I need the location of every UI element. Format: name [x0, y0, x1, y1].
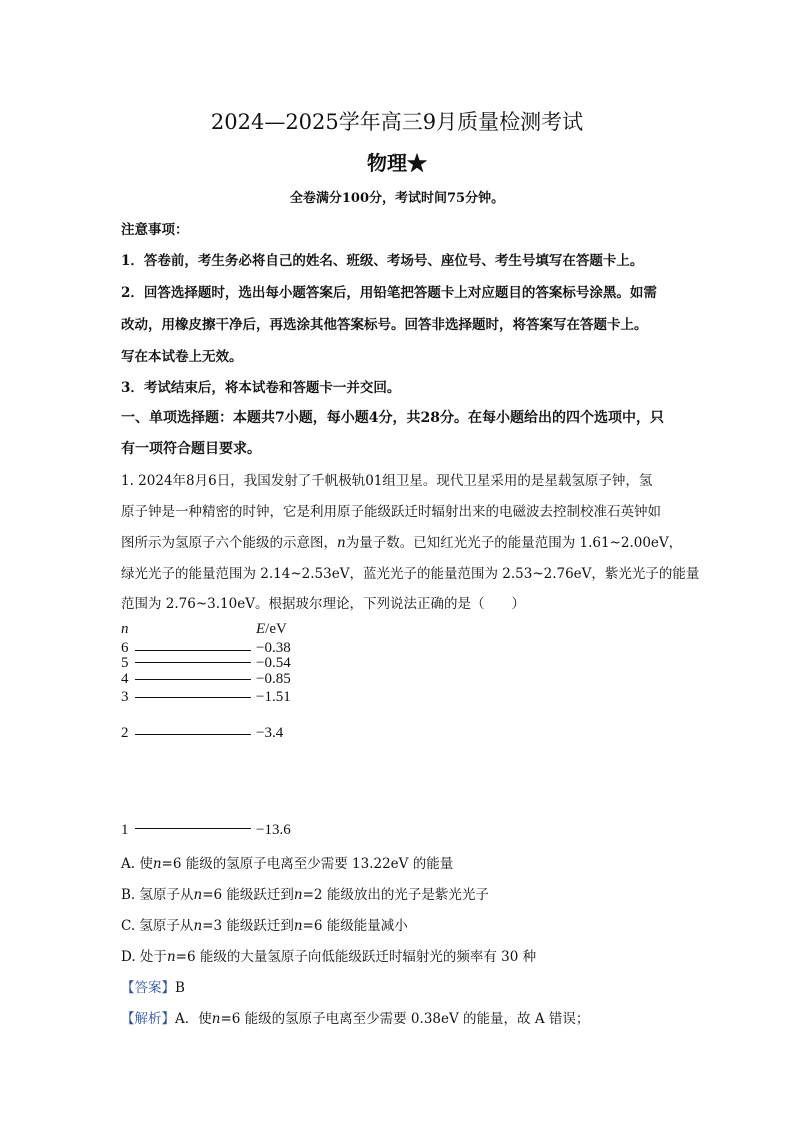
analysis-label: 【解析】	[121, 1011, 175, 1027]
option-a	[121, 852, 453, 872]
exam-info: 全卷满分100分，考试时间75分钟。	[289, 191, 505, 206]
answer-label: 【答案】	[121, 980, 175, 996]
option-d	[121, 945, 536, 965]
exam-title: 2024—2025学年高三9月质量检测考试	[210, 110, 584, 134]
level-4-energy: −0.85	[256, 671, 291, 687]
question-1-line-4: 绿光光子的能量范围为 2.14~2.53eV，蓝光光子的能量范围为 2.53~2.76eV，紫光光子的能量	[121, 566, 700, 582]
option-b-text-pre: B. 氢原子从	[121, 887, 194, 903]
level-5-energy: −0.54	[256, 655, 291, 671]
question-1-line-1: 1. 2024年8月6日，我国发射了千帆极轨01组卫星。现代卫星采用的是星载氢原子钟，氢	[121, 473, 653, 489]
option-c-var-2: n	[293, 918, 303, 934]
option-c-text-post: =6 能级能量减小	[302, 918, 408, 934]
note-item-2-line-1: 2．回答选择题时，选出每小题答案后，用铅笔把答题卡上对应题目的答案标号涂黑。如需	[121, 285, 657, 301]
level-5-n: 5	[121, 655, 129, 671]
energy-symbol: E	[256, 621, 266, 637]
option-d-text-pre: D. 处于	[121, 949, 167, 965]
subject-title: 物理★	[367, 151, 427, 175]
question-1-line-3-text-a: 图所示为氢原子六个能级的示意图，	[121, 535, 337, 551]
level-6-line	[135, 650, 251, 651]
note-item-3: 3．考试结束后，将本试卷和答题卡一并交回。	[121, 380, 401, 396]
level-3-line	[135, 697, 251, 698]
energy-unit: /eV	[265, 621, 287, 637]
note-item-1: 1．答卷前，考生务必将自己的姓名、班级、考场号、座位号、考生号填写在答题卡上。	[121, 253, 644, 269]
option-b	[121, 883, 489, 903]
quantum-number-symbol: n	[337, 535, 346, 551]
answer-value: B	[175, 980, 185, 996]
question-1-line-2: 原子钟是一种精密的时钟，它是利用原子能级跃迁时辐射出来的电磁波去控制校准石英钟如	[121, 504, 661, 520]
analysis-text-pre: A．使	[175, 1011, 212, 1027]
option-d-var: n	[166, 949, 176, 965]
analysis-text-post: =6 能级的氢原子电离至少需要 0.38eV 的能量，故 A 错误；	[220, 1011, 590, 1027]
level-2-line	[135, 734, 251, 735]
option-b-text-post: =2 能级放出的光子是紫光光子	[302, 887, 489, 903]
option-b-var-2: n	[293, 887, 303, 903]
question-1-line-3	[121, 531, 682, 551]
option-c-var-1: n	[193, 918, 203, 934]
diagram-n-axis-label: n	[121, 621, 129, 637]
level-4-n: 4	[121, 671, 129, 687]
diagram-energy-axis-label	[256, 621, 287, 638]
level-6-energy: −0.38	[256, 640, 291, 656]
option-b-text-mid: =6 能级跃迁到	[202, 887, 294, 903]
option-a-var: n	[152, 856, 162, 872]
option-c-text-mid: =3 能级跃迁到	[202, 918, 294, 934]
note-item-2-line-3: 写在本试卷上无效。	[121, 349, 243, 365]
option-d-text-post: =6 能级的大量氢原子向低能级跃迁时辐射光的频率有 30 种	[175, 949, 537, 965]
level-6-n: 6	[121, 640, 129, 656]
note-item-2-line-2: 改动，用橡皮擦干净后，再选涂其他答案标号。回答非选择题时，将答案写在答题卡上。	[121, 317, 648, 333]
option-c	[121, 914, 408, 934]
option-c-text-pre: C. 氢原子从	[121, 918, 194, 934]
level-1-energy: −13.6	[256, 822, 291, 838]
option-a-text-pre: A. 使	[121, 856, 153, 872]
level-5-line	[135, 662, 251, 663]
analysis-var: n	[211, 1011, 221, 1027]
notes-heading: 注意事项：	[121, 222, 189, 238]
level-4-line	[135, 679, 251, 680]
level-2-energy: −3.4	[256, 725, 284, 741]
section-heading-line-1: 一、单项选择题：本题共7小题，每小题4分，共28分。在每小题给出的四个选项中，只	[121, 410, 664, 426]
section-heading-line-2: 有一项符合题目要求。	[121, 441, 261, 457]
question-1-line-5: 范围为 2.76~3.10eV。根据玻尔理论，下列说法正确的是（ ）	[121, 596, 525, 612]
question-1-line-3-text-b: 为量子数。已知红光光子的能量范围为 1.61~2.00eV，	[345, 535, 683, 551]
level-3-n: 3	[121, 689, 129, 705]
level-3-energy: −1.51	[256, 689, 291, 705]
option-b-var-1: n	[193, 887, 203, 903]
answer-line	[121, 976, 185, 996]
level-2-n: 2	[121, 725, 129, 741]
option-a-text-post: =6 能级的氢原子电离至少需要 13.22eV 的能量	[161, 856, 454, 872]
level-1-line	[135, 828, 251, 829]
level-1-n: 1	[121, 822, 129, 838]
analysis-line	[121, 1007, 589, 1027]
